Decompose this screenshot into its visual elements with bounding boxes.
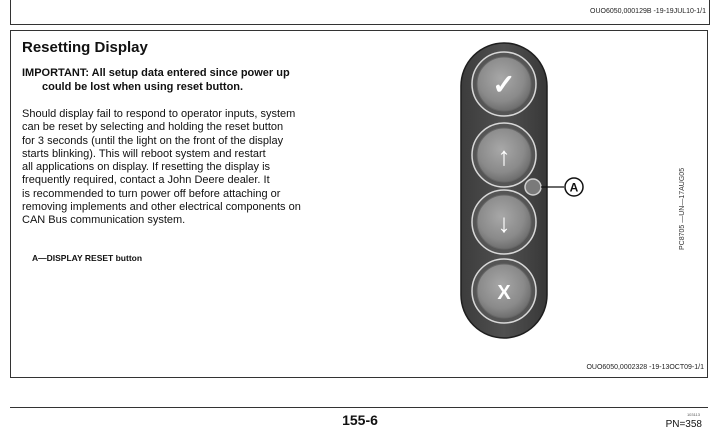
display-reset-button xyxy=(525,179,541,195)
important-notice-line-2: could be lost when using reset button. xyxy=(42,81,244,93)
footer-divider xyxy=(10,407,708,408)
section-reference: OUO6050,0002328 -19-13OCT09-1/1 xyxy=(586,364,704,371)
paragraph-line: is recommended to turn power off before attaching or xyxy=(22,187,281,200)
arrow-down-icon: ↓ xyxy=(497,208,511,238)
confirm-button xyxy=(472,52,536,116)
close-icon: X xyxy=(497,282,511,304)
paragraph-line: can be reset by selecting and holding the reset button xyxy=(22,121,284,134)
down-button xyxy=(472,190,536,254)
arrow-up-icon: ↑ xyxy=(497,141,511,171)
paragraph-line: removing implements and other electrical components on xyxy=(22,201,301,214)
page-number: 155-6 xyxy=(342,412,378,428)
figure-code: PC8705 —UN—17AUG05 xyxy=(679,167,686,250)
paragraph-line: frequently required, contact a John Deere dealer. It xyxy=(22,174,270,187)
instructions-paragraph xyxy=(22,108,362,228)
previous-section-reference: OUO6050,000129B -19-19JUL10-1/1 xyxy=(590,8,706,15)
important-notice-line-1: IMPORTANT: All setup data entered since power up xyxy=(22,67,290,79)
figure-caption: A—DISPLAY RESET button xyxy=(32,253,143,263)
paragraph-line: starts blinking). This will reboot system and restart xyxy=(22,147,266,160)
checkmark-icon: ✓ xyxy=(492,69,516,100)
display-button-panel-illustration xyxy=(440,36,600,356)
paragraph-line: CAN Bus communication system. xyxy=(22,214,186,227)
up-button xyxy=(472,123,536,187)
cancel-button xyxy=(472,259,536,323)
callout-label: A xyxy=(569,180,579,195)
paragraph-line: for 3 seconds (until the light on the front of the display xyxy=(22,134,284,147)
footer-small-code: 103113 xyxy=(686,412,700,417)
page-count-label: PN=358 xyxy=(665,419,702,430)
paragraph-line: Should display fail to respond to operator inputs, system xyxy=(22,108,296,120)
paragraph-line: all applications on display. If resetting the display is xyxy=(22,161,271,174)
section-title: Resetting Display xyxy=(22,39,148,56)
